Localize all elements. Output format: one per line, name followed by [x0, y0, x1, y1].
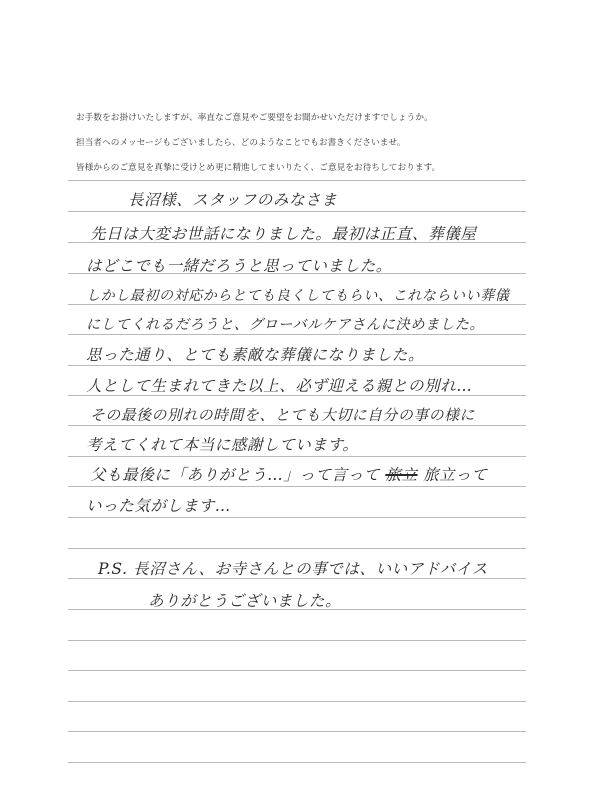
ruled-lines: [68, 0, 526, 792]
letter-line-10: [90, 463, 550, 485]
instruction-line-3: 皆様からのご意見を真摯に受けとめ更に精進してまいりたく、ご意見をお待ちしております。: [76, 163, 441, 173]
ruled-line: [68, 334, 526, 335]
letter-line-10-main: 父も最後に「ありがとう…」って言って: [90, 466, 380, 484]
letter-line-7: 人として生まれてきた以上、必ず迎える親との別れ…: [86, 377, 473, 395]
ruled-line: [68, 762, 526, 763]
ruled-line: [68, 670, 526, 671]
letter-ps-line-1: P.S. 長沼さん、お寺さんとの事では、いいアドバイス: [98, 560, 488, 578]
letter-line-3: はどこでも一緒だろうと思っていました。: [86, 257, 392, 275]
crossed-out-word: 旅立: [385, 466, 418, 484]
instruction-line-2: 担当者へのメッセージもございましたら、どのようなことでもお書きくださいませ。: [76, 138, 406, 148]
ruled-line: [68, 486, 526, 487]
ruled-line: [68, 640, 526, 641]
letter-line-9: 考えてくれて本当に感謝しています。: [86, 436, 359, 454]
letter-line-5: にしてくれるだろうと、グローバルケアさんに決めました。: [86, 317, 485, 333]
ruled-line: [68, 425, 526, 426]
letter-line-10-end: 旅立って: [423, 466, 488, 484]
letter-ps-line-2: ありがとうございました。: [148, 592, 342, 610]
letter-line-11: いった気がします…: [86, 497, 231, 515]
ruled-line: [68, 456, 526, 457]
ruled-line: [68, 211, 526, 212]
letter-line-2: 先日は大変お世話になりました。最初は正直、葬儀屋: [90, 225, 477, 243]
letter-line-8: その最後の別れの時間を、とても大切に自分の事の様に: [90, 407, 475, 424]
ruled-line: [68, 365, 526, 366]
ruled-line: [68, 180, 526, 181]
ruled-line: [68, 517, 526, 518]
letter-line-6: 思った通り、とても素敵な葬儀になりました。: [86, 346, 425, 364]
ruled-line: [68, 731, 526, 732]
ruled-line: [68, 548, 526, 549]
ruled-line: [68, 701, 526, 702]
letter-line-1: 長沼様、スタッフのみなさま: [128, 191, 338, 209]
instruction-line-1: お手数をお掛けいたしますが、率直なご意見やご要望をお聞かせいただけますでしょうか。: [76, 113, 433, 123]
letter-line-4: しかし最初の対応からとても良くしてもらい、これならいい葬儀: [86, 288, 510, 304]
